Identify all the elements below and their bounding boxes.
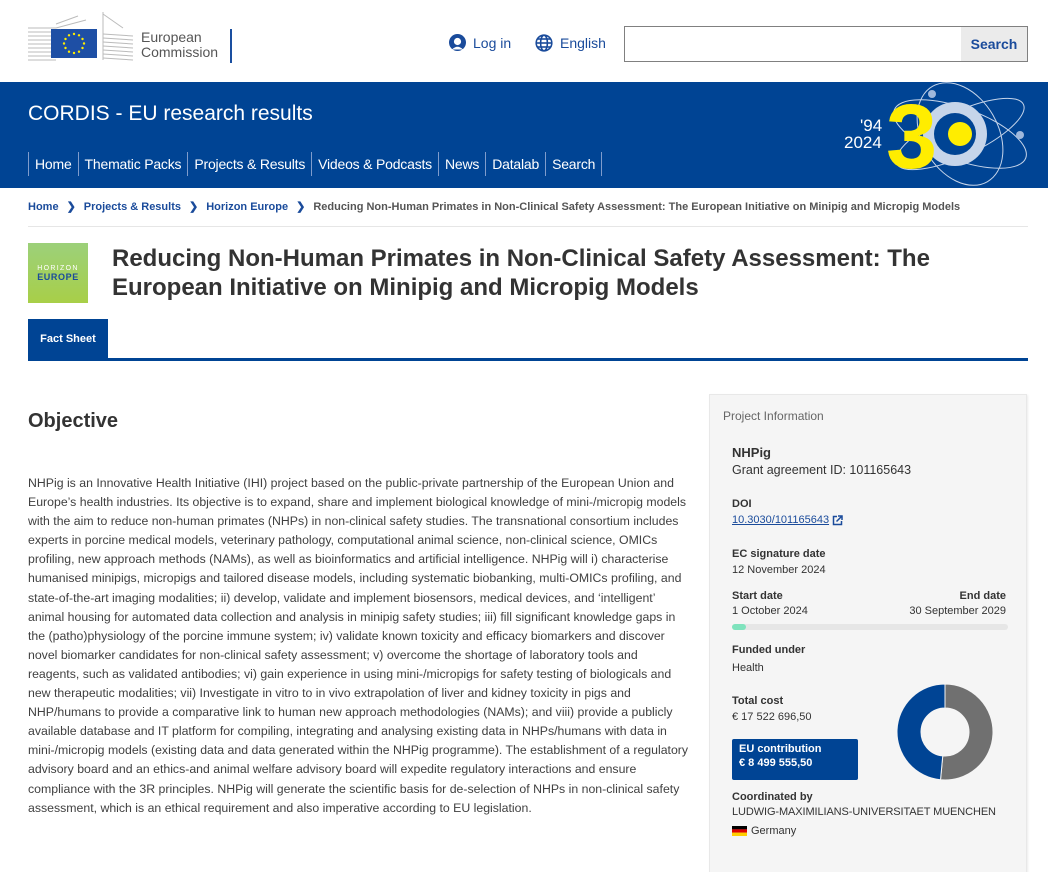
- germany-flag-icon: [732, 826, 747, 836]
- programme-logo-line1: HORIZON: [37, 264, 79, 272]
- project-acronym: NHPig: [732, 445, 771, 460]
- project-information-panel: [709, 394, 1027, 872]
- logo-divider: [230, 29, 232, 63]
- login-label: Log in: [473, 34, 512, 51]
- objective-heading: Objective: [28, 410, 119, 432]
- login-link[interactable]: [449, 34, 511, 51]
- end-date-value: 30 September 2029: [909, 605, 1006, 617]
- site-header-band: [0, 82, 1048, 188]
- funded-under-value[interactable]: Health: [732, 662, 764, 674]
- nav-news[interactable]: News: [439, 152, 486, 176]
- funded-under-label: Funded under: [732, 644, 806, 656]
- breadcrumb-home[interactable]: Home: [28, 200, 59, 213]
- tab-underline: [28, 358, 1028, 361]
- nav-projects-results[interactable]: Projects & Results: [188, 152, 312, 176]
- project-progress-bar: [732, 624, 1008, 630]
- breadcrumb-projects-results[interactable]: Projects & Results: [83, 200, 181, 213]
- nav-datalab[interactable]: Datalab: [486, 152, 546, 176]
- total-cost-label: Total cost: [732, 695, 784, 707]
- breadcrumb-current: Reducing Non-Human Primates in Non-Clinical Safety Assessment: The European Initiative on Minipig and Micropig Models: [313, 200, 961, 213]
- top-header: [0, 0, 1048, 82]
- globe-icon: [535, 34, 553, 52]
- breadcrumb: [28, 200, 960, 213]
- search-button[interactable]: Search: [961, 27, 1027, 61]
- eu-contribution-value: € 8 499 555,50: [739, 757, 813, 769]
- doi-value: 10.3030/101165643: [732, 514, 830, 526]
- donut-slice-other: [941, 684, 993, 780]
- donut-slice-eu-contribution: [897, 684, 945, 780]
- logo-text-line1: European: [141, 29, 202, 45]
- nav-thematic-packs[interactable]: Thematic Packs: [79, 152, 189, 176]
- user-icon: [449, 34, 466, 51]
- start-date-label: Start date: [732, 590, 783, 602]
- anniversary-30-logo: [820, 82, 1048, 188]
- breadcrumb-horizon-europe[interactable]: Horizon Europe: [206, 200, 289, 213]
- european-commission-logo[interactable]: [28, 6, 238, 64]
- external-link-icon: [832, 515, 843, 526]
- start-date-value: 1 October 2024: [732, 605, 808, 617]
- language-selector[interactable]: [535, 34, 606, 52]
- svg-text:3: 3: [886, 86, 938, 188]
- doi-label: DOI: [732, 498, 752, 510]
- doi-link[interactable]: [732, 514, 843, 526]
- project-progress-fill: [732, 624, 746, 630]
- panel-header: Project Information: [723, 409, 824, 423]
- tab-fact-sheet[interactable]: Fact Sheet: [28, 319, 108, 359]
- search-form: [624, 26, 1028, 62]
- logo-text: [141, 30, 218, 60]
- breadcrumb-divider: [28, 226, 1028, 227]
- page-title: Reducing Non-Human Primates in Non-Clinical Safety Assessment: The European Initiative on Minipig and Micropig Models: [112, 245, 930, 301]
- nav-search[interactable]: Search: [546, 152, 602, 176]
- programme-logo-line2: EUROPE: [37, 271, 79, 282]
- nav-videos-podcasts[interactable]: Videos & Podcasts: [312, 152, 439, 176]
- chevron-right-icon: ❯: [188, 201, 199, 213]
- funding-donut-chart: [896, 683, 994, 781]
- coordinator-country: Germany: [751, 825, 797, 837]
- end-date-label: End date: [959, 590, 1006, 602]
- chevron-right-icon: ❯: [296, 201, 306, 213]
- objective-text: NHPig is an Innovative Health Initiative (IHI) project based on the public-private partnership of the European Union and Europe’s health industries. Its objective is to expand, share and implement biological knowledge of mini-/micropig models with the aim to reduce non-human primates (NHPs) in non-clinical safety studies. The transnational consortium includes experts in porcine medical models, veterinary pathology, computational animal science, non-clinical science, OMICs profiling, new approach methods (NAMs), as well as bioinformatics and artificial intelligence. NHPig will i) characterise humanised minipigs, micropigs and tailored disease models, including systematic biobanking, multi-OMICs profiling, and state-of-the-art imaging modalities; ii) develop, validate and implement biosensors, medical devices, and ‘intelligent’ animal housing for automated data collection and analysis in minipig safety studies; iii) fill significant knowledge gaps in the (patho)physiology of the porcine immune system; iv) validate known toxicity and efficacy biomarkers and discover novel biomarker candidates for non-clinical safety assessment; v) overcome the shortage of laboratory tools and reagents, such as validated antibodies; vi) gain experience in using mini-/micropigs for safety testing of biologicals and new therapeutic modalities; vii) Investigate in vitro to in vivo extrapolation of liver and kidney toxicity in pigs and NHP/humans to provide a comparative link to human new approach methodologies (NAMs); and viii) provide a publicly available database and IT platform for compiling, integrating and analysing existing data in NHPs/humans with data in mini-/micropig models (existing data and data generated within the NHPig programme). The establishment of a regulatory advisory board and an ethics-and animal welfare advisory board will expedite regulatory interactions and ensure compliance with the 3R principles. NHPig will generate the scientific basis for de-selection of NHPs in non-clinical safety assessment, which is an ethical requirement and also imperative according to EU legislation.: [28, 476, 689, 815]
- search-input[interactable]: [625, 27, 961, 61]
- chevron-right-icon: ❯: [66, 201, 76, 213]
- coordinator-name[interactable]: LUDWIG-MAXIMILIANS-UNIVERSITAET MUENCHEN: [732, 806, 996, 818]
- anniversary-year-start: '94: [860, 116, 883, 135]
- grant-agreement-id: Grant agreement ID: 101165643: [732, 463, 912, 477]
- anniversary-year-end: 2024: [844, 133, 882, 152]
- logo-text-line2: Commission: [141, 44, 219, 60]
- ec-signature-value: 12 November 2024: [732, 564, 826, 576]
- nav-home[interactable]: Home: [29, 152, 79, 176]
- main-nav: [28, 152, 602, 176]
- site-title[interactable]: CORDIS - EU research results: [28, 102, 313, 125]
- horizon-europe-logo: [28, 243, 88, 303]
- eu-contribution-box: [732, 739, 858, 780]
- eu-flag-icon: [51, 29, 97, 58]
- coordinated-by-label: Coordinated by: [732, 791, 813, 803]
- language-label: English: [560, 35, 606, 51]
- total-cost-value: € 17 522 696,50: [732, 711, 812, 723]
- ec-signature-label: EC signature date: [732, 548, 826, 560]
- eu-contribution-label: EU contribution: [739, 743, 822, 755]
